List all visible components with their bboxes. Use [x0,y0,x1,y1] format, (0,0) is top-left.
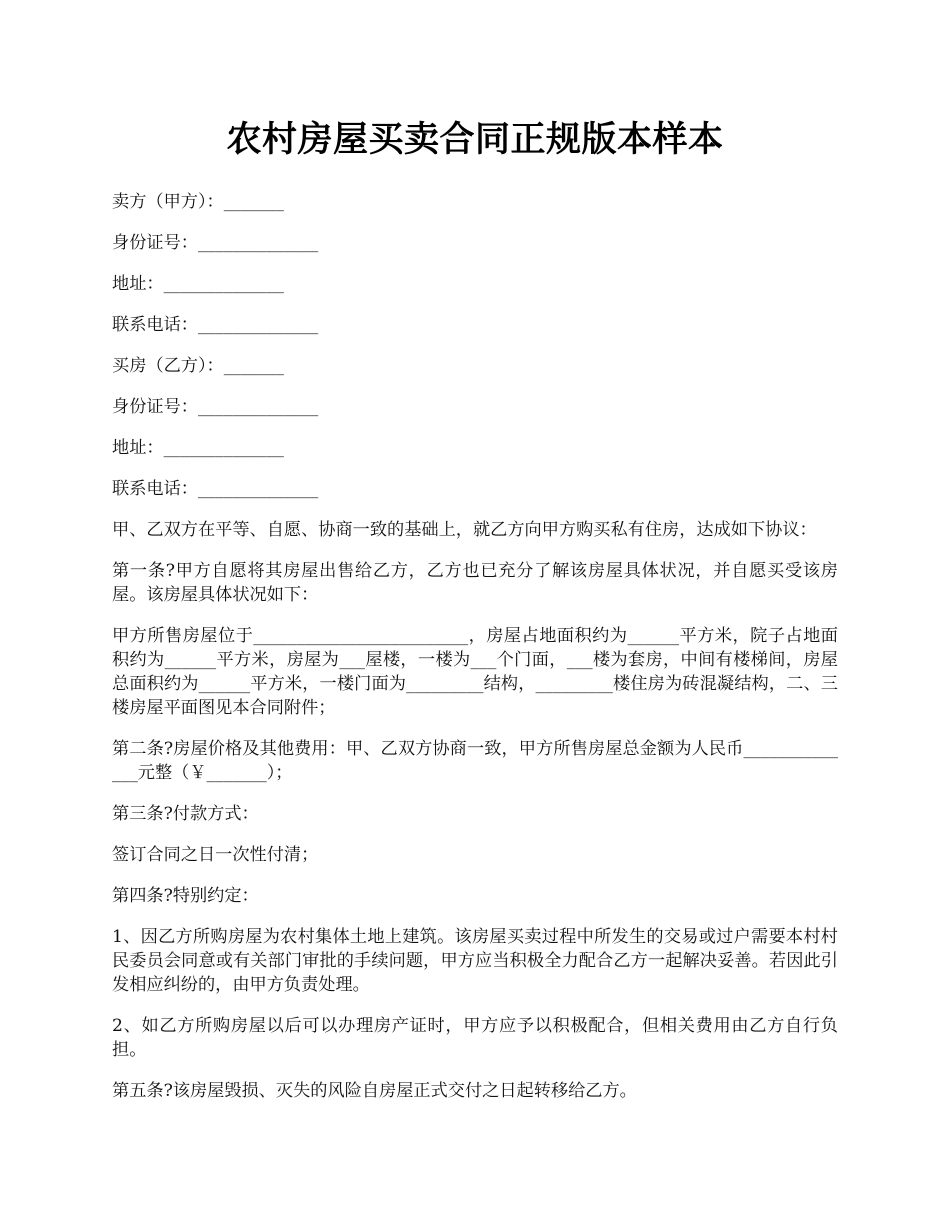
article-1: 第一条?甲方自愿将其房屋出售给乙方，乙方也已充分了解该房屋具体状况，并自愿买受该房屋。该房屋具体状况如下： [112,561,838,605]
buyer-id-line: 身份证号：______________ [112,397,319,417]
agreement-intro: 甲、乙双方在平等、自愿、协商一致的基础上，就乙方向甲方购买私有住房，达成如下协议： [112,520,817,540]
seller-address-line: 地址：______________ [112,274,284,294]
buyer-name-line: 买房（乙方）：_______ [112,356,284,376]
article-4: 第四条?特别约定： [112,886,259,906]
payment-method: 签订合同之日一次性付清； [112,845,319,865]
seller-name-line: 卖方（甲方）：_______ [112,192,284,212]
buyer-address-line: 地址：______________ [112,438,284,458]
special-term-1: 1、因乙方所购房屋为农村集体土地上建筑。该房屋买卖过程中所发生的交易或过户需要本村村民委员会同意或有关部门审批的手续问题，甲方应当积极全力配合乙方一起解决妥善。若因此引发相应纠纷的，由甲方负责处理。 [112,927,838,995]
seller-phone-line: 联系电话：______________ [112,315,319,335]
seller-id-line: 身份证号：______________ [112,233,319,253]
document-title: 农村房屋买卖合同正规版本样本 [226,119,724,160]
article-2: 第二条?房屋价格及其他费用：甲、乙双方协商一致，甲方所售房屋总金额为人民币______________元整（￥_______）； [112,739,838,783]
property-details: 甲方所售房屋位于_________________________，房屋占地面积约为______平方米，院子占地面积约为______平方米，房屋为___屋楼，一楼为___个门面，___楼为套房，中间有楼梯间，房屋总面积约为______平方米，一楼门面为_________结构，_________楼住房为砖混凝结构，二、三楼房屋平面图见本合同附件； [112,626,838,718]
article-5: 第五条?该房屋毁损、灭失的风险自房屋正式交付之日起转移给乙方。 [112,1081,637,1101]
buyer-phone-line: 联系电话：______________ [112,479,319,499]
article-3: 第三条?付款方式： [112,804,259,824]
special-term-2: 2、如乙方所购房屋以后可以办理房产证时，甲方应予以积极配合，但相关费用由乙方自行负担。 [112,1016,838,1060]
